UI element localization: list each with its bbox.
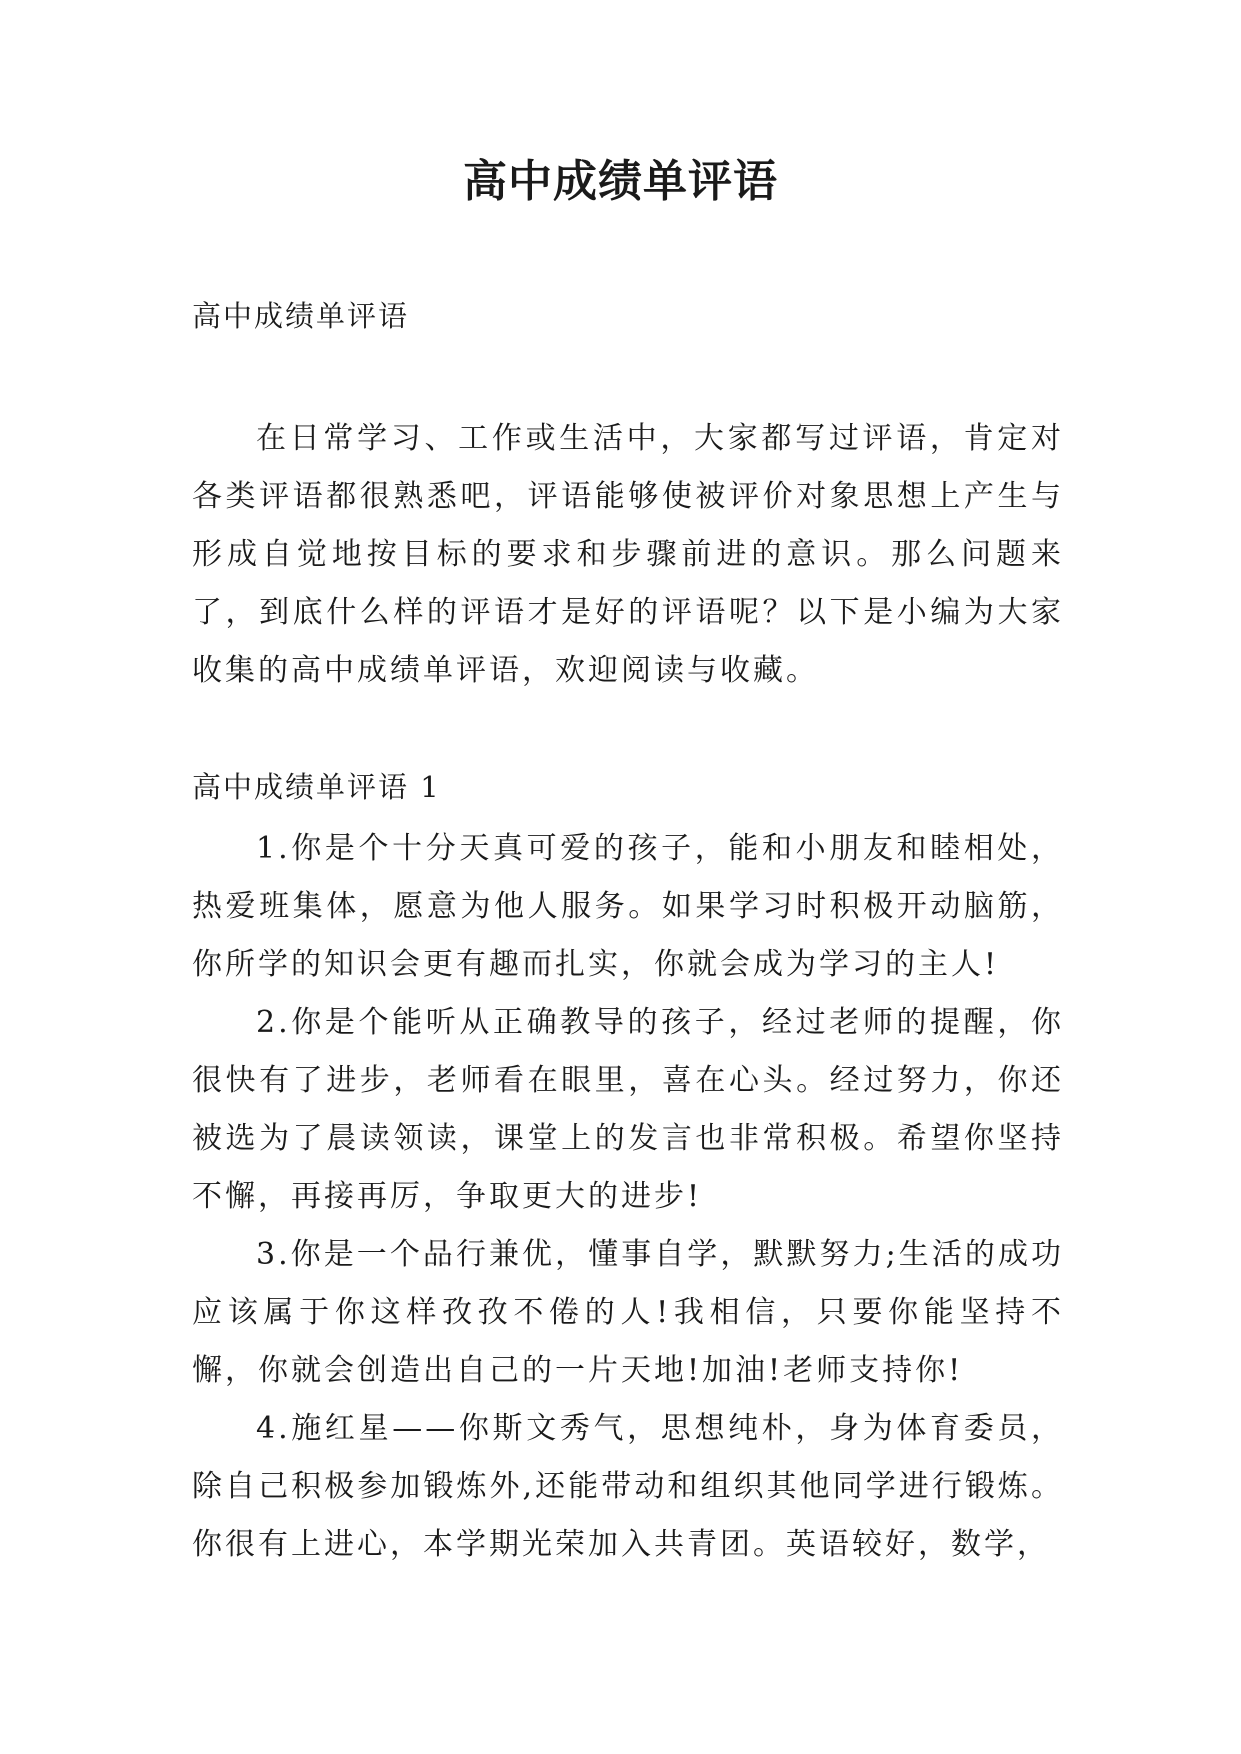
comment-list [192, 820, 1064, 1574]
document-subtitle: 高中成绩单评语 [192, 299, 410, 333]
section-heading: 高中成绩单评语 1 [192, 770, 441, 804]
comment-item-1: 1.你是个十分天真可爱的孩子，能和小朋友和睦相处，热爱班集体，愿意为他人服务。如果学习时积极开动脑筋，你所学的知识会更有趣而扎实，你就会成为学习的主人! [192, 831, 1064, 982]
intro-paragraph: 在日常学习、工作或生活中，大家都写过评语，肯定对各类评语都很熟悉吧，评语能够使被评价对象思想上产生与形成自觉地按目标的要求和步骤前进的意识。那么问题来了，到底什么样的评语才是好的评语呢？以下是小编为大家收集的高中成绩单评语，欢迎阅读与收藏。 [192, 421, 1064, 688]
comment-item-2: 2.你是个能听从正确教导的孩子，经过老师的提醒，你很快有了进步，老师看在眼里，喜在心头。经过努力，你还被选为了晨读领读，课堂上的发言也非常积极。希望你坚持不懈，再接再厉，争取更大的进步! [192, 1005, 1064, 1214]
comment-item-3: 3.你是一个品行兼优，懂事自学，默默努力;生活的成功应该属于你这样孜孜不倦的人!我相信，只要你能坚持不懈，你就会创造出自己的一片天地!加油!老师支持你! [192, 1237, 1064, 1388]
document-title: 高中成绩单评语 [463, 156, 778, 207]
comment-item-4: 4.施红星——你斯文秀气，思想纯朴，身为体育委员，除自己积极参加锻炼外,还能带动和组织其他同学进行锻炼。你很有上进心，本学期光荣加入共青团。英语较好，数学， [192, 1411, 1064, 1562]
